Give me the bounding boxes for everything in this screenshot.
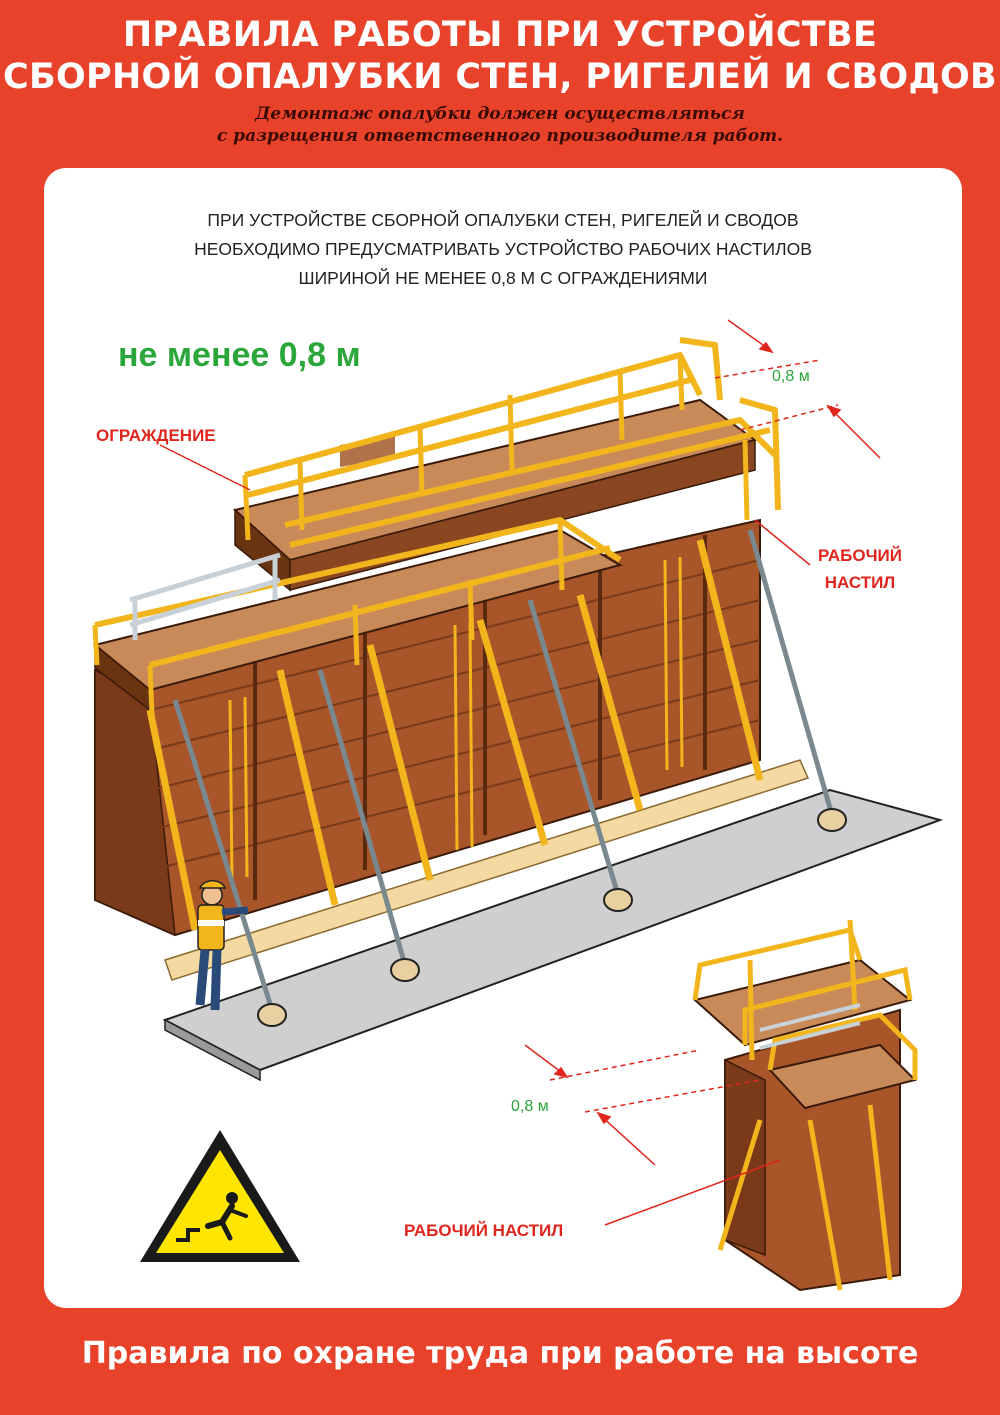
label-work-deck	[818, 542, 902, 596]
dimension-label-top: 0,8 м	[772, 368, 810, 385]
subtitle-line-2: с разрещения ответственного производителя работ.	[216, 126, 784, 146]
title-line-1: ПРАВИЛА РАБОТЫ ПРИ УСТРОЙСТВЕ	[122, 15, 878, 55]
label-work-deck-small: РАБОЧИЙ НАСТИЛ	[404, 1221, 564, 1240]
subtitle-line-1: Демонтаж опалубки должен осуществляться	[255, 104, 745, 124]
footer-text: Правила по охране труда при работе на высоте	[81, 1336, 919, 1371]
label-fence: ОГРАЖДЕНИЕ	[96, 426, 216, 445]
lead-line-1: ПРИ УСТРОЙСТВЕ СБОРНОЙ ОПАЛУБКИ СТЕН, РИГЕЛЕЙ И СВОДОВ	[207, 210, 799, 230]
label-work-deck-line-2: НАСТИЛ	[824, 573, 896, 592]
label-work-deck-line-1: РАБОЧИЙ	[818, 546, 902, 565]
column-formwork	[695, 920, 915, 1290]
min-width-label: не менее 0,8 м	[118, 336, 361, 374]
lead-line-3: ШИРИНОЙ НЕ МЕНЕЕ 0,8 М С ОГРАЖДЕНИЯМИ	[298, 268, 708, 288]
dimension-label-bottom: 0,8 м	[511, 1098, 549, 1115]
fall-hazard-warning-icon	[140, 1130, 300, 1262]
lead-line-2: НЕОБХОДИМО ПРЕДУСМАТРИВАТЬ УСТРОЙСТВО РАБОЧИХ НАСТИЛОВ	[194, 239, 812, 259]
title-line-2: СБОРНОЙ ОПАЛУБКИ СТЕН, РИГЕЛЕЙ И СВОДОВ	[3, 57, 997, 97]
